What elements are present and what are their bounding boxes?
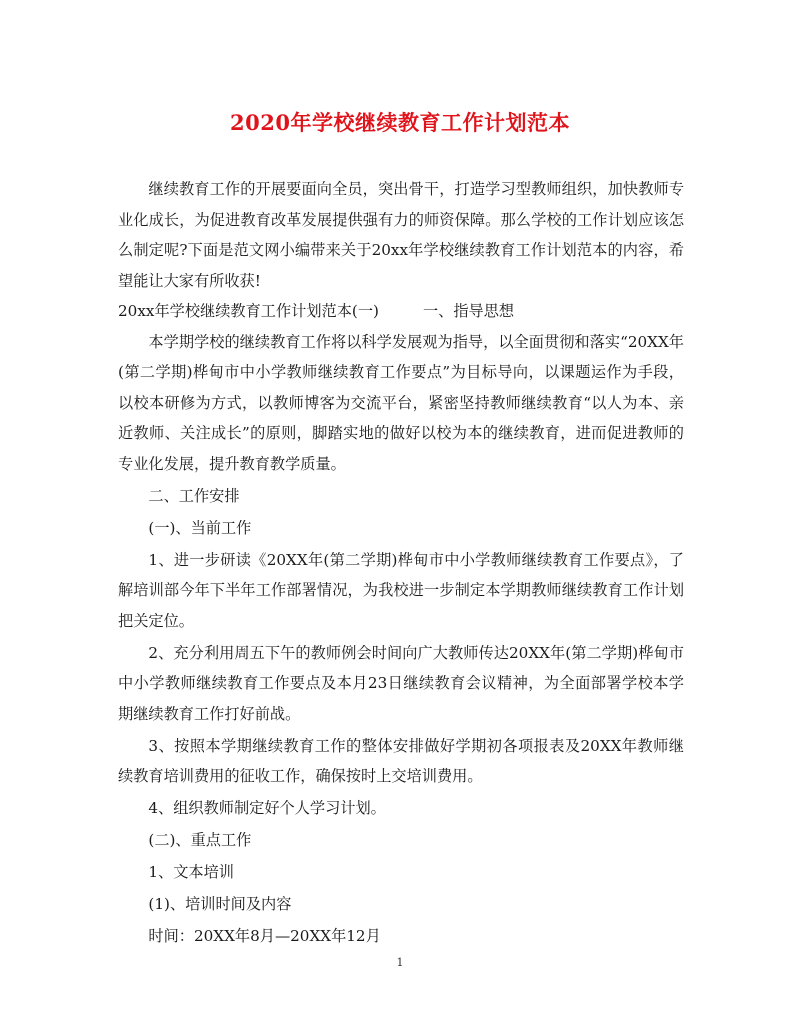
list-item-1: 1、进一步研读《20XX年(第二学期)桦甸市中小学教师继续教育工作要点》，了解培训部今年下半年工作部署情况，为我校进一步制定本学期教师继续教育工作计划把关定位。 bbox=[118, 550, 684, 630]
heading-guiding-ideology: 一、指导思想 bbox=[422, 302, 515, 320]
heading-current-work: (一)、当前工作 bbox=[148, 518, 252, 537]
document-title: 2020年学校继续教育工作计划范本 bbox=[230, 110, 570, 135]
document-body bbox=[118, 174, 684, 952]
list-item-4: 4、组织教师制定好个人学习计划。 bbox=[148, 799, 386, 817]
sub-heading-training-time: (1)、培训时间及内容 bbox=[148, 895, 292, 913]
sub-heading-text-training: 1、文本培训 bbox=[148, 863, 234, 881]
intro-paragraph: 继续教育工作的开展要面向全员，突出骨干，打造学习型教师组织，加快教师专业化成长，为促进教育改革发展提供强有力的师资保障。那么学校的工作计划应该怎么制定呢?下面是范文网小编带来关于20xx年学校继续教育工作计划范本的内容，希望能让大家有所收获! bbox=[118, 180, 684, 290]
heading-work-arrangement: 二、工作安排 bbox=[148, 486, 240, 505]
time-line: 时间：20XX年8月—20XX年12月 bbox=[148, 927, 381, 945]
list-item-2: 2、充分利用周五下午的教师例会时间向广大教师传达20XX年(第二学期)桦甸市中小学教师继续教育工作要点及本月23日继续教育会议精神，为全面部署学校本学期继续教育工作打好前战。 bbox=[118, 643, 684, 723]
subtitle-line bbox=[118, 296, 684, 327]
page-number: 1 bbox=[396, 956, 404, 969]
section-subtitle: 20xx年学校继续教育工作计划范本(一) bbox=[118, 302, 379, 320]
guiding-paragraph: 本学期学校的继续教育工作将以科学发展观为指导，以全面贯彻和落实“20XX年(第二学期)桦甸市中小学教师继续教育工作要点”为目标导向，以课题运作为手段，以校本研修为方式，以教师博客为交流平台，紧密坚持教师继续教育“以人为本、亲近教师、关注成长”的原则，脚踏实地的做好以校为本的继续教育，进而促进教师的专业化发展，提升教育教学质量。 bbox=[118, 332, 684, 473]
list-item-3: 3、按照本学期继续教育工作的整体安排做好学期初各项报表及20XX年教师继续教育培训费用的征收工作，确保按时上交培训费用。 bbox=[118, 736, 684, 785]
heading-key-work: (二)、重点工作 bbox=[148, 831, 252, 849]
